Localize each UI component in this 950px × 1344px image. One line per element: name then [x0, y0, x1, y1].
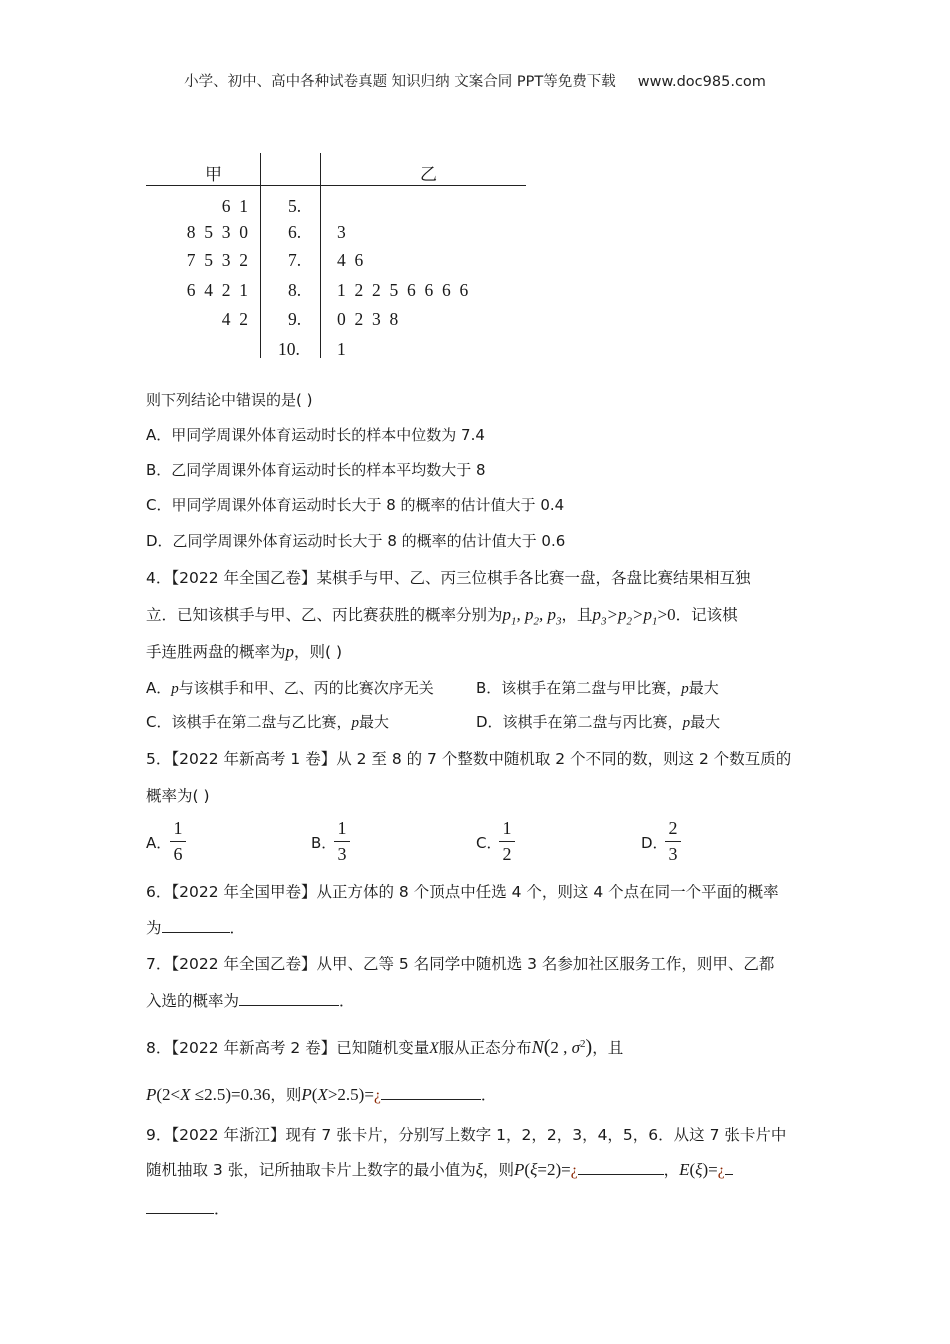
q8-line1-mid: 服从正态分布	[438, 1039, 532, 1057]
stem: 7.	[288, 250, 302, 270]
q4-line3-end: ，则( )	[294, 643, 343, 661]
q6-line2-text: 为	[146, 919, 162, 937]
q4-option-b-text: B．该棋手在第二盘与甲比赛，	[476, 679, 682, 697]
q8-line1-text: 8．【2022 年新高考 2 卷】已知随机变量	[146, 1039, 430, 1057]
q6-line2	[146, 916, 245, 938]
answer-blank[interactable]	[239, 991, 339, 1006]
q9-line1: 9．【2022 年浙江】现有 7 张卡片，分别写上数字 1，2，2，3，4，5，6．从这 7 张卡片中	[146, 1126, 787, 1144]
q8-then: ，则	[270, 1086, 302, 1104]
stemleaf-row	[0, 222, 950, 250]
stemleaf-row	[0, 196, 950, 224]
q4-option-c	[146, 711, 389, 732]
q4-max: 最大	[688, 679, 719, 697]
q4-option-d	[476, 711, 720, 732]
q4-line3	[146, 640, 342, 662]
numerator: 1	[502, 818, 512, 838]
leaf-right: 0 2 3 8	[337, 309, 399, 329]
answer-blank[interactable]	[725, 1160, 733, 1175]
answer-blank[interactable]	[381, 1085, 481, 1100]
denominator: 3	[337, 844, 347, 864]
q5-option-a-label: A．	[146, 834, 172, 852]
q9-qmark: ¿	[717, 1162, 725, 1179]
numerator: 1	[337, 818, 347, 838]
numerator: 1	[173, 818, 183, 838]
stem: 10.	[278, 339, 300, 359]
answer-blank[interactable]	[578, 1160, 664, 1175]
q9-line3	[146, 1197, 230, 1219]
q6-line1: 6．【2022 年全国甲卷】从正方体的 8 个顶点中任选 4 个，则这 4 个点在同一个平面的概率	[146, 883, 779, 901]
leaf-left: 8 5 3 0	[186, 222, 248, 242]
q8-line2: P(2<X ≤2.5)=0.36，则P(X>2.5)=¿ ．	[146, 1085, 497, 1104]
denominator: 2	[502, 844, 512, 864]
q7-line2	[146, 989, 355, 1011]
q9-then: ，则	[483, 1161, 515, 1179]
q4-option-c-text: C．该棋手在第二盘与乙比赛，	[146, 713, 352, 731]
page-header	[0, 70, 950, 91]
q4-p-var: p	[285, 642, 295, 661]
q5-option-b-label: B．	[311, 834, 337, 852]
leaf-left: 7 5 3 2	[186, 250, 248, 270]
denominator: 3	[668, 844, 678, 864]
leaf-left: 4 2	[221, 309, 248, 329]
stemleaf-row	[0, 280, 950, 308]
stemleaf-row	[0, 250, 950, 278]
answer-blank[interactable]	[146, 1199, 214, 1214]
header-text: 小学、初中、高中各种试卷真题 知识归纳 文案合同 PPT等免费下载	[184, 74, 616, 90]
leaf-right: 1	[337, 339, 346, 359]
q4-line2	[146, 603, 738, 627]
q4-option-b	[476, 677, 719, 698]
q4-line1: 4．【2022 年全国乙卷】某棋手与甲、乙、丙三位棋手各比赛一盘，各盘比赛结果相互独	[146, 569, 751, 587]
q4-and: ，且	[561, 606, 593, 624]
q9-line2-text: 随机抽取 3 张，记所抽取卡片上数字的最小值为	[146, 1161, 476, 1179]
q4-line2-text: 立．已知该棋手与甲、乙、丙比赛获胜的概率分别为	[146, 606, 503, 624]
stemleaf-row	[0, 339, 950, 367]
q9-comma: ，	[663, 1161, 680, 1179]
q8-line1: 8．【2022 年新高考 2 卷】已知随机变量X服从正态分布N(2 , $\sigma^2$)，且	[146, 1036, 624, 1058]
stem: 9.	[288, 309, 302, 329]
q5-option-c-fraction	[499, 818, 515, 865]
q4-line3-text: 手连胜两盘的概率为	[146, 643, 286, 661]
stemleaf-head-left: 甲	[205, 165, 222, 185]
q9-qmark: ¿	[570, 1162, 578, 1179]
stem: 8.	[288, 280, 302, 300]
stemleaf-header-line	[146, 185, 526, 186]
stemleaf-head-right: 乙	[420, 165, 437, 185]
stem: 6.	[288, 222, 302, 242]
q7-line1: 7．【2022 年全国乙卷】从甲、乙等 5 名同学中随机选 3 名参加社区服务工作，则甲、乙都	[146, 955, 775, 973]
q4-p-var: p	[682, 715, 691, 731]
q4-option-d-text: D．该棋手在第二盘与丙比赛，	[476, 713, 683, 731]
q4-max: 最大	[690, 713, 721, 731]
q3-option-b: B．乙同学周课外体育运动时长的样本平均数大于 8	[146, 461, 486, 479]
q5-option-d-fraction	[665, 818, 681, 865]
q4-line2-end: ．记该棋	[675, 606, 738, 624]
q4-probs: $p_1$, $p_2$, $p_3$	[502, 605, 562, 628]
q3-option-d: D．乙同学周课外体育运动时长大于 8 的概率的估计值大于 0.6	[146, 532, 566, 550]
q5-option-a-fraction	[170, 818, 186, 865]
q7-line2-end: ．	[339, 992, 355, 1010]
q9-line2: 随机抽取 3 张，记所抽取卡片上数字的最小值为ξ，则P(ξ=2)=¿ ，E(ξ)=¿	[146, 1158, 733, 1180]
q4-option-a	[146, 677, 434, 698]
q4-ineq: $p_3>p_2>p_1>0$	[592, 605, 676, 628]
leaf-left: 6 1	[221, 196, 248, 216]
q7-line2-text: 入选的概率为	[146, 992, 240, 1010]
q3-option-c: C．甲同学周课外体育运动时长大于 8 的概率的估计值大于 0.4	[146, 496, 565, 514]
q5-option-c-label: C．	[476, 834, 502, 852]
numerator: 2	[668, 818, 678, 838]
q9-end: ．	[214, 1200, 230, 1218]
leaf-right: 3	[337, 222, 346, 242]
q4-max: 最大	[358, 713, 389, 731]
q8-line1-end: ，且	[592, 1039, 624, 1057]
leaf-left: 6 4 2 1	[186, 280, 248, 300]
q5-line1: 5．【2022 年新高考 1 卷】从 2 至 8 的 7 个整数中随机取 2 个不同的数，则这 2 个数互质的	[146, 750, 792, 768]
leaf-right: 4 6	[337, 250, 364, 270]
stem: 5.	[288, 196, 302, 216]
q6-line2-end: ．	[229, 919, 246, 937]
q4-p-var: p	[171, 681, 179, 697]
q4-p-var: p	[351, 715, 359, 731]
q5-line2: 概率为( )	[146, 787, 210, 805]
q5-option-d-label: D．	[641, 834, 668, 852]
q8-qmark: ¿	[373, 1087, 381, 1104]
q3-option-a: A．甲同学周课外体育运动时长的样本中位数为 7.4	[146, 426, 485, 444]
stemleaf-row	[0, 309, 950, 337]
q4-option-a-text: 与该棋手和甲、乙、丙的比赛次序无关	[178, 679, 434, 697]
denominator: 6	[173, 844, 183, 864]
q4-option-a-label: A．	[146, 679, 172, 697]
header-site: www.doc985.com	[637, 74, 766, 90]
leaf-right: 1 2 2 5 6 6 6 6	[337, 280, 469, 300]
q8-end: ．	[480, 1086, 497, 1104]
q5-option-b-fraction	[334, 818, 350, 865]
q3-prompt: 则下列结论中错误的是( )	[146, 391, 313, 409]
answer-blank[interactable]	[162, 918, 230, 933]
q4-p-var: p	[681, 681, 689, 697]
